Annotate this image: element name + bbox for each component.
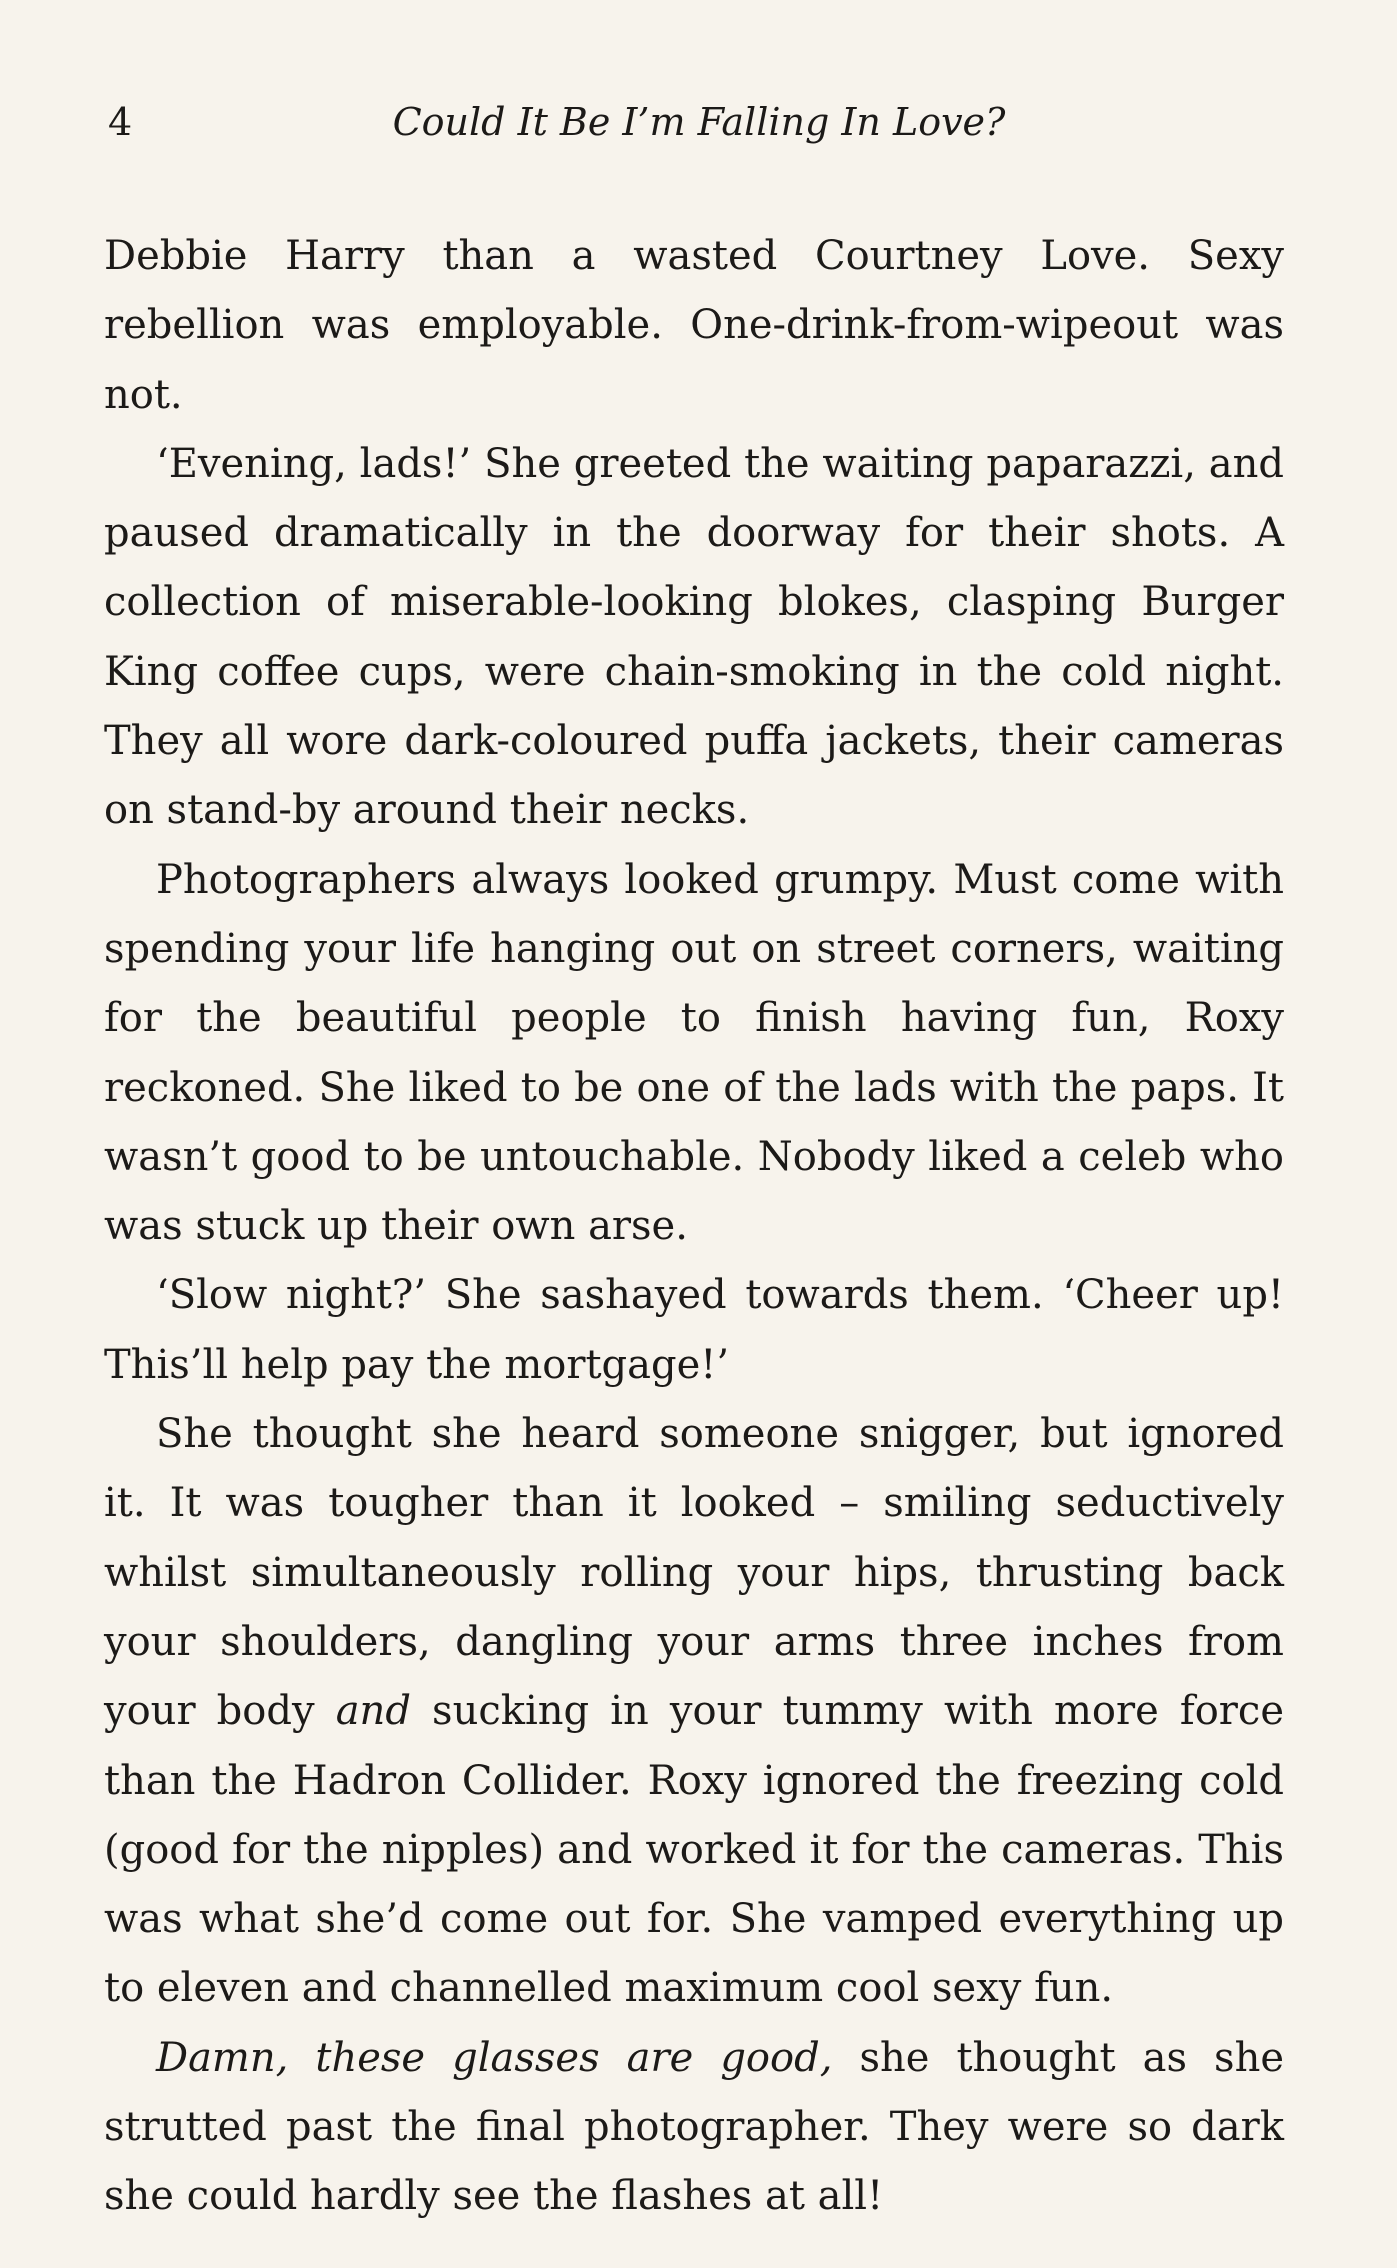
paragraph-5: [104, 1400, 1284, 2024]
paragraph-5-text-end: sucking in your tummy with more force than the Hadron Collider. Roxy ignored the freezing cold (good for the nipples) and worked it for the cameras. This was what she’d come out for. She vamped everything up to eleven and channelled maximum cool sexy fun.: [104, 1688, 1284, 2012]
paragraph-6-text: she thought as she strutted past the final photographer. They were so dark she could hardly see the flashes at all!: [104, 2034, 1284, 2220]
paragraph-5-emphasis: and: [335, 1688, 411, 1735]
paragraph-3: Photographers always looked grumpy. Must come with spending your life hanging out on street corners, waiting for the beautiful people to finish having fun, Roxy reckoned. She liked to be one of the lads with the paps. It wasn’t good to be untouchable. Nobody liked a celeb who was stuck up their own arse.: [104, 856, 1284, 1250]
paragraph-6-emphasis: Damn, these glasses are good,: [156, 2034, 833, 2081]
page-number: 4: [108, 100, 133, 144]
running-head: [108, 92, 1290, 152]
paragraph-2: ‘Evening, lads!’ She greeted the waiting paparazzi, and paused dramatically in the doorway for their shots. A collection of miserable-looking blokes, clasping Burger King coffee cups, were chain-smoking in the cold night. They all wore dark-coloured puffa jackets, their cameras on stand-by around their necks.: [104, 440, 1284, 834]
body-text: [104, 222, 1284, 2232]
paragraph-4: ‘Slow night?’ She sashayed towards them. ‘Cheer up! This’ll help pay the mortgage!’: [104, 1272, 1284, 1388]
paragraph-1: Debbie Harry than a wasted Courtney Love. Sexy rebellion was employable. One-drink-from-wipeout was not.: [104, 233, 1284, 418]
paragraph-6: [104, 2024, 1284, 2232]
running-title: Could It Be I’m Falling In Love?: [392, 100, 1006, 144]
paragraph-5-text-start: She thought she heard someone snigger, but ignored it. It was tougher than it looked – smiling seductively whilst simultaneously rolling your hips, thrusting back your shoulders, dangling your arms three inches from your body: [104, 1411, 1284, 1735]
